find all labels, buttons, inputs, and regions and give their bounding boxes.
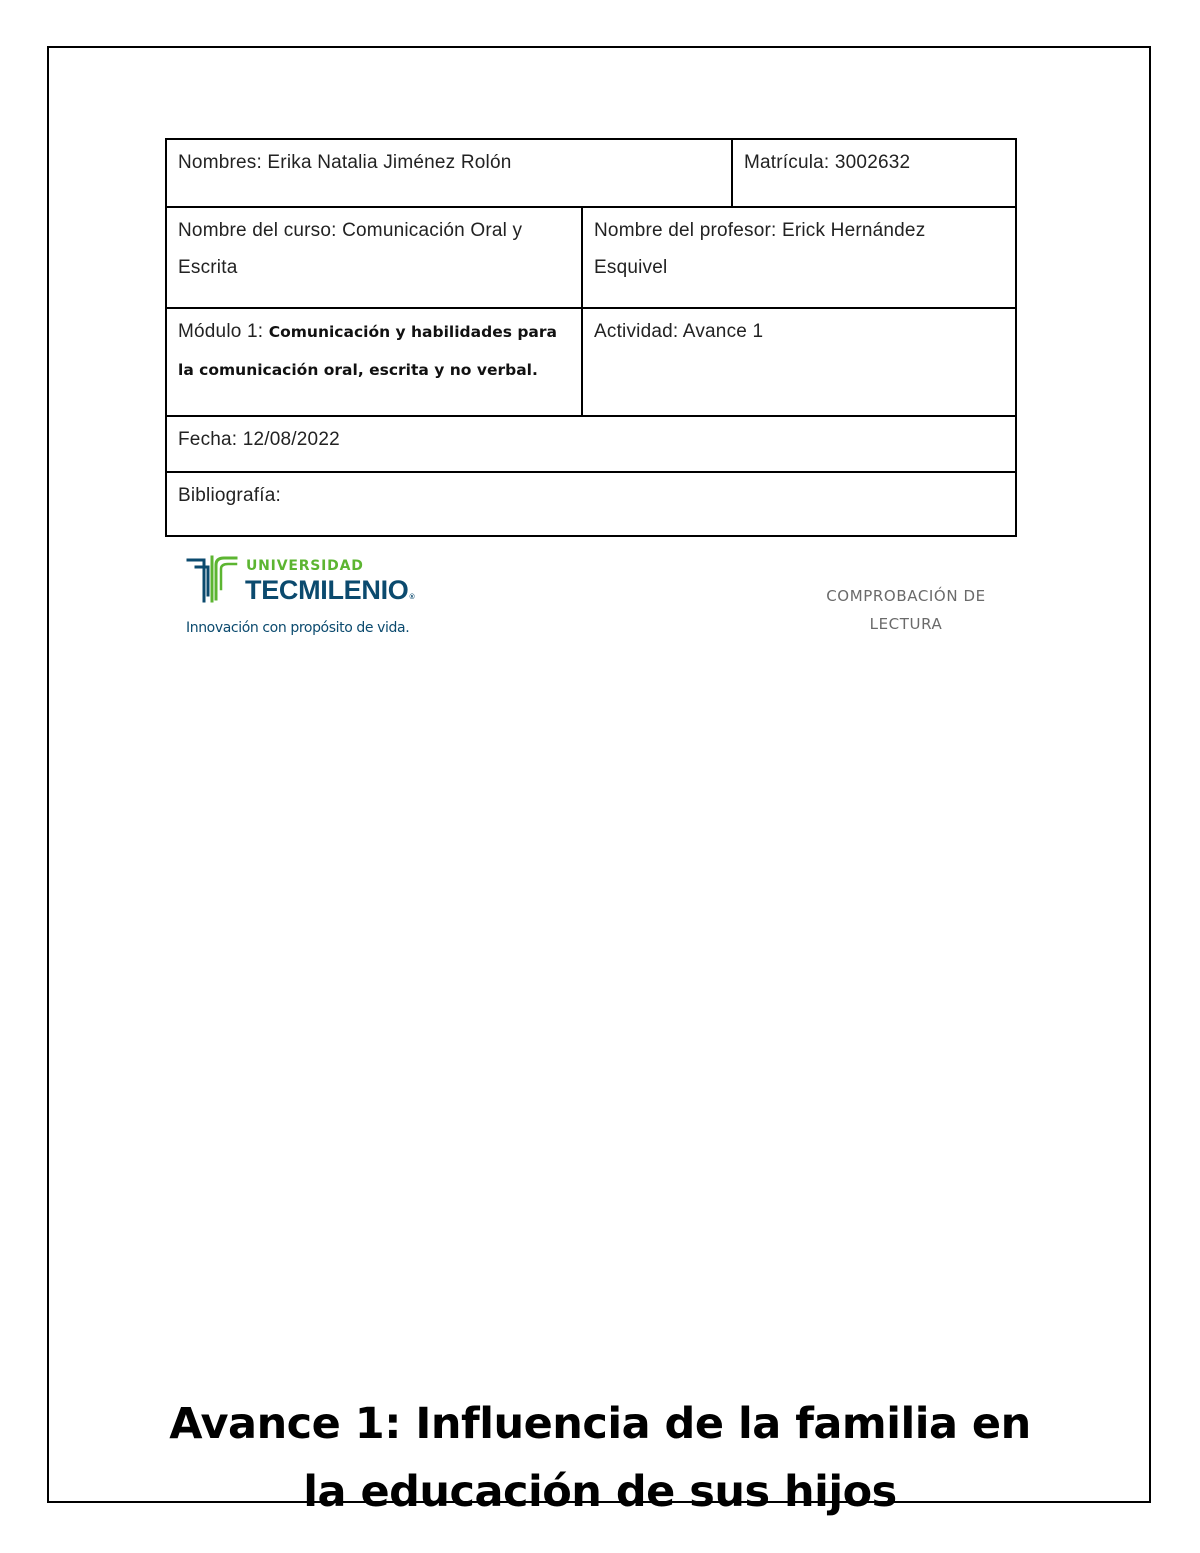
tecmilenio-mark-icon bbox=[186, 555, 238, 603]
table-row bbox=[166, 308, 1016, 416]
title-line-1: Avance 1: Influencia de la familia en bbox=[169, 1399, 1031, 1449]
logo-universidad-text: UNIVERSIDAD bbox=[246, 558, 364, 574]
matricula-cell bbox=[732, 139, 1016, 207]
nombres-text: Nombres: Erika Natalia Jiménez Rolón bbox=[178, 152, 512, 173]
comprobacion-line-1: COMPROBACIÓN DE bbox=[826, 587, 986, 605]
document-title bbox=[100, 1390, 1100, 1526]
profesor-cell bbox=[582, 207, 1016, 308]
modulo-line-2: la comunicación oral, escrita y no verbal. bbox=[178, 361, 538, 379]
table-row bbox=[166, 416, 1016, 472]
modulo-prefix: Módulo 1: bbox=[178, 321, 269, 342]
bibliografia-cell bbox=[166, 472, 1016, 536]
modulo-line-1: Comunicación y habilidades para bbox=[268, 323, 557, 341]
actividad-cell bbox=[582, 308, 1016, 416]
logo-name-text: TECMILENIO bbox=[245, 575, 409, 605]
modulo-cell bbox=[166, 308, 582, 416]
logo-tagline: Innovación con propósito de vida. bbox=[186, 620, 410, 636]
profesor-line-1: Nombre del profesor: Erick Hernández bbox=[594, 220, 926, 241]
fecha-text: Fecha: 12/08/2022 bbox=[178, 429, 340, 450]
table-row bbox=[166, 472, 1016, 536]
student-info-table bbox=[165, 138, 1017, 537]
matricula-text: Matrícula: 3002632 bbox=[744, 152, 911, 173]
nombres-cell bbox=[166, 139, 732, 207]
curso-line-2: Escrita bbox=[178, 257, 238, 278]
university-logo bbox=[186, 553, 446, 643]
profesor-line-2: Esquivel bbox=[594, 257, 668, 278]
registered-icon: ® bbox=[409, 594, 415, 601]
curso-line-1: Nombre del curso: Comunicación Oral y bbox=[178, 220, 523, 241]
fecha-cell bbox=[166, 416, 1016, 472]
comprobacion-line-2: LECTURA bbox=[869, 615, 943, 633]
table-row bbox=[166, 207, 1016, 308]
actividad-text: Actividad: Avance 1 bbox=[594, 321, 764, 342]
curso-cell bbox=[166, 207, 582, 308]
logo-name-wrap bbox=[245, 575, 414, 606]
title-line-2: la educación de sus hijos bbox=[303, 1467, 897, 1517]
bibliografia-text: Bibliografía: bbox=[178, 485, 281, 506]
comprobacion-label bbox=[806, 582, 1006, 638]
table-row bbox=[166, 139, 1016, 207]
